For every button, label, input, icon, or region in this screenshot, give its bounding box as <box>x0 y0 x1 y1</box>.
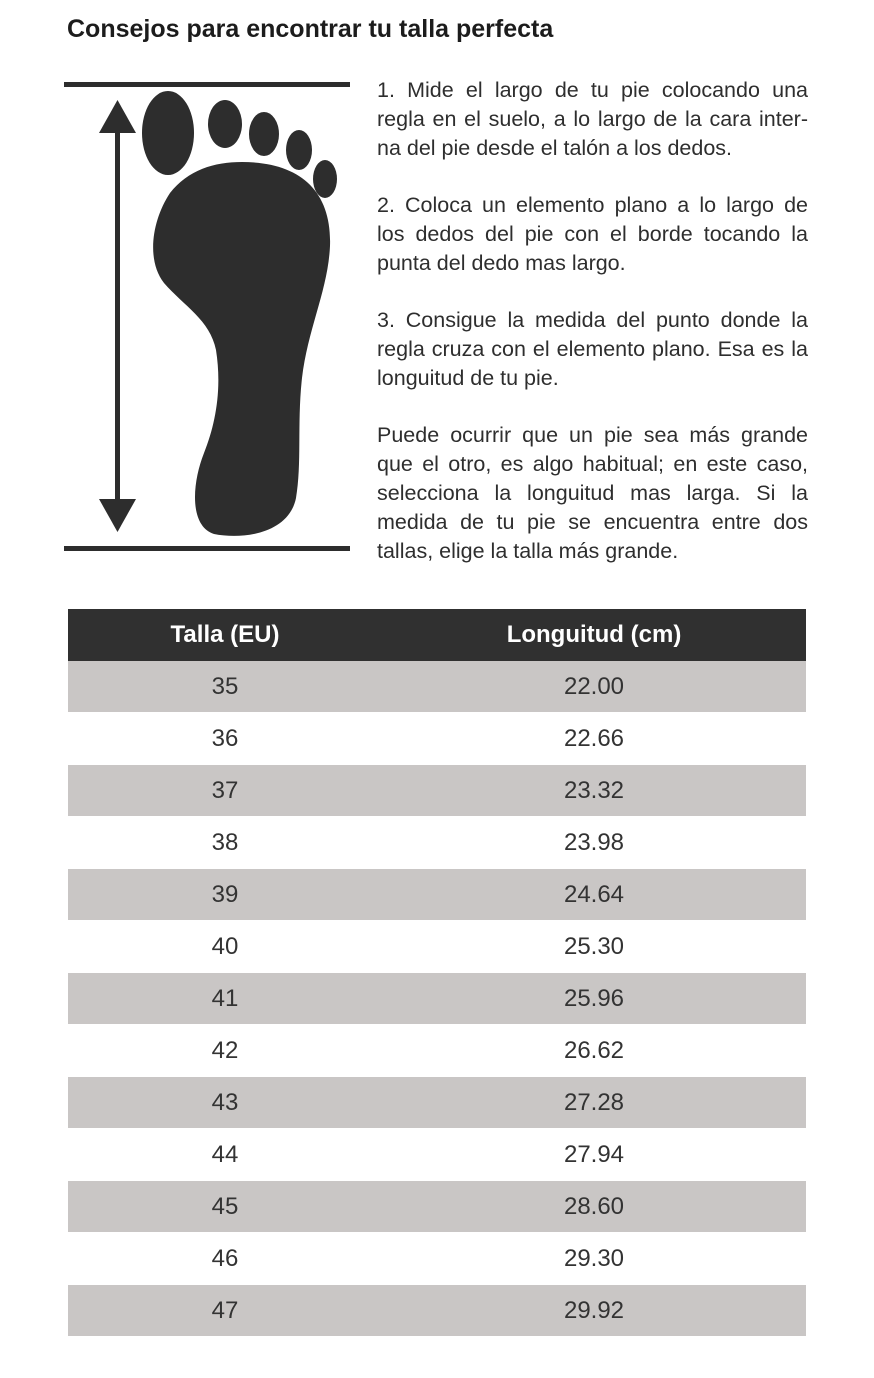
size-cell: 36 <box>211 724 239 752</box>
bottom-measure-line <box>64 546 350 551</box>
table-row <box>68 1077 806 1129</box>
size-cell: 44 <box>211 1140 239 1168</box>
size-cell: 35 <box>211 672 239 700</box>
foot-measure-illustration <box>64 78 352 556</box>
table-row <box>68 1025 806 1077</box>
table-header <box>68 609 806 661</box>
table-row <box>68 1233 806 1285</box>
length-cell: 22.66 <box>563 724 625 752</box>
instruction-step-3: 3. Consigue la medida del punto donde la regla cruza con el elemento plano. Esa es la longuitud de tu pie. <box>377 308 808 390</box>
length-cell: 28.60 <box>563 1192 625 1220</box>
size-cell: 37 <box>211 776 239 804</box>
size-cell: 40 <box>211 932 239 960</box>
table-row <box>68 1181 806 1233</box>
table-row <box>68 765 806 817</box>
size-cell: 46 <box>211 1244 239 1272</box>
table-row <box>68 869 806 921</box>
table-row <box>68 921 806 973</box>
length-cell: 25.30 <box>563 932 625 960</box>
page-title: Consejos para encontrar tu talla perfecta <box>67 15 554 43</box>
size-cell: 42 <box>211 1036 239 1064</box>
table-row <box>68 1285 806 1337</box>
table-row <box>68 817 806 869</box>
length-cell: 29.30 <box>563 1244 625 1272</box>
size-table <box>68 609 806 1337</box>
length-cell: 22.00 <box>563 672 625 700</box>
length-cell: 27.94 <box>563 1140 625 1168</box>
instruction-note: Puede ocurrir que un pie sea más grande que el otro, es algo habitual; en este caso, selecciona la longuitud mas larga. Si la medida de tu pie se encuentra entre dos tallas, elige la talla más grande. <box>377 423 808 563</box>
instruction-step-1: 1. Mide el largo de tu pie colocando una regla en el suelo, a lo largo de la cara inter- na del pie desde el talón a los dedos. <box>377 78 808 160</box>
size-cell: 41 <box>211 984 239 1012</box>
length-cell: 26.62 <box>563 1036 625 1064</box>
size-cell: 43 <box>211 1088 239 1116</box>
size-cell: 47 <box>211 1296 239 1324</box>
length-cell: 25.96 <box>563 984 625 1012</box>
length-cell: 23.98 <box>563 828 625 856</box>
instruction-step-2: 2. Coloca un elemento plano a lo largo de los dedos del pie con el borde tocando la punta del dedo mas largo. <box>377 193 808 275</box>
table-row <box>68 661 806 713</box>
top-measure-line <box>64 82 350 87</box>
size-cell: 45 <box>211 1192 239 1220</box>
size-cell: 39 <box>211 880 239 908</box>
double-arrow-icon <box>99 100 136 532</box>
table-row <box>68 1129 806 1181</box>
table-row <box>68 713 806 765</box>
length-cell: 29.92 <box>563 1296 625 1324</box>
header-length: Longuitud (cm) <box>506 621 682 648</box>
instructions <box>377 76 808 594</box>
foot-icon <box>142 91 337 536</box>
length-cell: 24.64 <box>563 880 625 908</box>
length-cell: 27.28 <box>563 1088 625 1116</box>
size-cell: 38 <box>211 828 239 856</box>
table-body <box>68 661 806 1337</box>
header-size: Talla (EU) <box>170 621 280 648</box>
table-row <box>68 973 806 1025</box>
length-cell: 23.32 <box>563 776 625 804</box>
